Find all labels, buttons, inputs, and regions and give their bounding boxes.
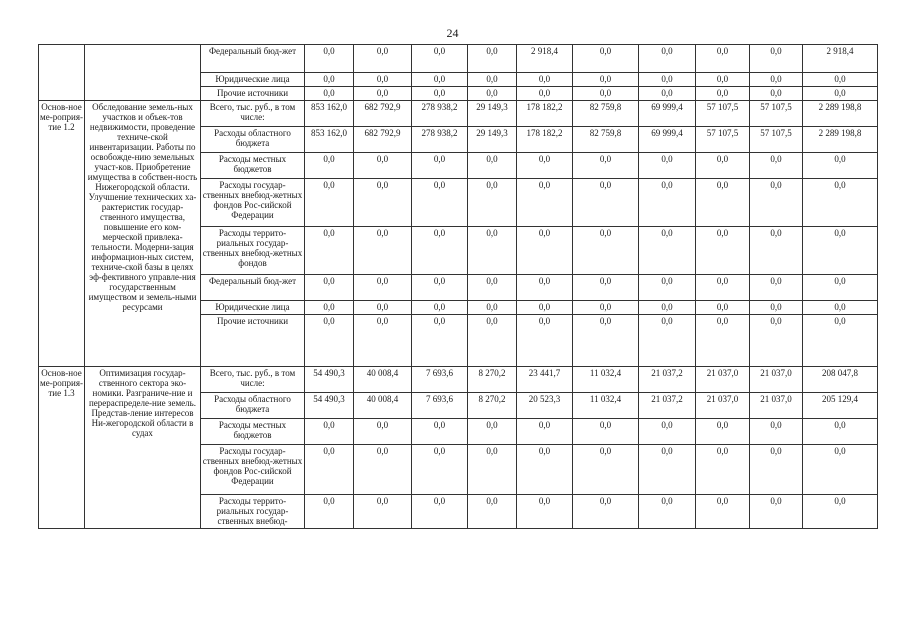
value-cell: 0,0 bbox=[803, 179, 878, 227]
value-cell: 0,0 bbox=[517, 227, 573, 275]
value-cell: 0,0 bbox=[517, 495, 573, 529]
value-cell: 0,0 bbox=[573, 495, 639, 529]
value-cell: 853 162,0 bbox=[305, 101, 354, 127]
value-cell: 0,0 bbox=[750, 179, 803, 227]
value-cell: 0,0 bbox=[750, 275, 803, 301]
value-cell: 278 938,2 bbox=[412, 101, 468, 127]
source-label: Расходы областного бюджета bbox=[201, 127, 305, 153]
value-cell: 0,0 bbox=[639, 73, 696, 87]
value-cell: 0,0 bbox=[412, 301, 468, 315]
value-cell: 0,0 bbox=[750, 45, 803, 73]
value-cell: 0,0 bbox=[354, 73, 412, 87]
value-cell: 0,0 bbox=[696, 315, 750, 367]
value-cell: 0,0 bbox=[696, 179, 750, 227]
value-cell: 0,0 bbox=[573, 275, 639, 301]
measure-item-cell: Основ-ное ме-роприя-тие 1.2 bbox=[39, 101, 85, 367]
value-cell: 0,0 bbox=[573, 179, 639, 227]
value-cell: 0,0 bbox=[803, 73, 878, 87]
value-cell: 0,0 bbox=[573, 419, 639, 445]
value-cell: 0,0 bbox=[803, 227, 878, 275]
value-cell: 0,0 bbox=[468, 419, 517, 445]
value-cell: 0,0 bbox=[412, 153, 468, 179]
value-cell: 0,0 bbox=[354, 275, 412, 301]
value-cell: 0,0 bbox=[305, 153, 354, 179]
value-cell: 205 129,4 bbox=[803, 393, 878, 419]
value-cell: 57 107,5 bbox=[696, 101, 750, 127]
value-cell: 21 037,2 bbox=[639, 393, 696, 419]
value-cell: 21 037,0 bbox=[696, 393, 750, 419]
value-cell: 0,0 bbox=[517, 87, 573, 101]
value-cell: 0,0 bbox=[412, 275, 468, 301]
value-cell: 0,0 bbox=[305, 301, 354, 315]
source-label: Расходы террито-риальных государ-ственных внебюд-жетных фондов bbox=[201, 227, 305, 275]
value-cell: 0,0 bbox=[412, 419, 468, 445]
source-label: Расходы государ-ственных внебюд-жетных фондов Рос-сийской Федерации bbox=[201, 445, 305, 495]
value-cell: 0,0 bbox=[696, 419, 750, 445]
value-cell: 82 759,8 bbox=[573, 101, 639, 127]
value-cell: 0,0 bbox=[639, 87, 696, 101]
value-cell: 0,0 bbox=[305, 495, 354, 529]
page-number: 24 bbox=[446, 26, 459, 40]
value-cell: 0,0 bbox=[305, 179, 354, 227]
value-cell: 0,0 bbox=[639, 153, 696, 179]
source-label: Юридические лица bbox=[201, 301, 305, 315]
value-cell: 0,0 bbox=[517, 445, 573, 495]
value-cell: 0,0 bbox=[305, 45, 354, 73]
value-cell: 0,0 bbox=[639, 179, 696, 227]
value-cell: 0,0 bbox=[354, 179, 412, 227]
table-row bbox=[39, 367, 878, 393]
value-cell: 0,0 bbox=[305, 73, 354, 87]
value-cell: 0,0 bbox=[639, 445, 696, 495]
value-cell: 0,0 bbox=[803, 419, 878, 445]
value-cell: 0,0 bbox=[696, 445, 750, 495]
value-cell: 29 149,3 bbox=[468, 101, 517, 127]
description-cell-empty bbox=[85, 45, 201, 101]
value-cell: 0,0 bbox=[696, 227, 750, 275]
value-cell: 0,0 bbox=[803, 153, 878, 179]
value-cell: 0,0 bbox=[803, 495, 878, 529]
value-cell: 0,0 bbox=[517, 179, 573, 227]
source-label: Всего, тыс. руб., в том числе: bbox=[201, 367, 305, 393]
value-cell: 0,0 bbox=[573, 87, 639, 101]
source-label: Федеральный бюд-жет bbox=[201, 275, 305, 301]
value-cell: 178 182,2 bbox=[517, 101, 573, 127]
value-cell: 0,0 bbox=[412, 315, 468, 367]
source-label: Расходы террито-риальных государ-ственных внебюд- bbox=[201, 495, 305, 529]
value-cell: 0,0 bbox=[468, 179, 517, 227]
value-cell: 0,0 bbox=[305, 419, 354, 445]
measure-description-cell: Обследование земель-ных участков и объек-тов недвижимости, проведение техниче-ской инвентаризации. Работы по освобожде-нию земельных участ-ков. Приобретение имущества в собствен-ность Нижегородской области. Улучшение технических ха-рактеристик государ-ственного имущества, повышение его ком-мерческой привлека-тельности. Модерни-зация информацион-ных систем, техниче-ской базы в целях эф-фективного управле-ния государственным имуществом и земель-ными ресурсами bbox=[85, 101, 201, 367]
table-row bbox=[39, 45, 878, 73]
value-cell: 0,0 bbox=[639, 45, 696, 73]
value-cell: 11 032,4 bbox=[573, 393, 639, 419]
value-cell: 40 008,4 bbox=[354, 367, 412, 393]
value-cell: 0,0 bbox=[803, 301, 878, 315]
source-label: Всего, тыс. руб., в том числе: bbox=[201, 101, 305, 127]
value-cell: 23 441,7 bbox=[517, 367, 573, 393]
value-cell: 0,0 bbox=[573, 227, 639, 275]
value-cell: 57 107,5 bbox=[696, 127, 750, 153]
value-cell: 2 918,4 bbox=[803, 45, 878, 73]
value-cell: 0,0 bbox=[803, 87, 878, 101]
value-cell: 0,0 bbox=[468, 73, 517, 87]
value-cell: 0,0 bbox=[750, 73, 803, 87]
value-cell: 69 999,4 bbox=[639, 127, 696, 153]
value-cell: 0,0 bbox=[354, 227, 412, 275]
value-cell: 8 270,2 bbox=[468, 367, 517, 393]
measure-description-cell: Оптимизация государ-ственного сектора эко-номики. Разграниче-ние и перераспределе-ние земель. Представ-ление интересов Ни-жегородской области в судах bbox=[85, 367, 201, 529]
value-cell: 0,0 bbox=[412, 179, 468, 227]
measure-item-cell: Основ-ное ме-роприя-тие 1.3 bbox=[39, 367, 85, 529]
value-cell: 0,0 bbox=[468, 495, 517, 529]
value-cell: 2 918,4 bbox=[517, 45, 573, 73]
value-cell: 0,0 bbox=[750, 87, 803, 101]
value-cell: 0,0 bbox=[696, 495, 750, 529]
value-cell: 682 792,9 bbox=[354, 127, 412, 153]
value-cell: 0,0 bbox=[517, 301, 573, 315]
source-label: Юридические лица bbox=[201, 73, 305, 87]
value-cell: 0,0 bbox=[305, 227, 354, 275]
value-cell: 0,0 bbox=[517, 153, 573, 179]
value-cell: 0,0 bbox=[639, 275, 696, 301]
value-cell: 208 047,8 bbox=[803, 367, 878, 393]
value-cell: 69 999,4 bbox=[639, 101, 696, 127]
value-cell: 57 107,5 bbox=[750, 127, 803, 153]
value-cell: 0,0 bbox=[468, 153, 517, 179]
value-cell: 2 289 198,8 bbox=[803, 101, 878, 127]
value-cell: 0,0 bbox=[468, 301, 517, 315]
value-cell: 0,0 bbox=[696, 153, 750, 179]
value-cell: 0,0 bbox=[573, 73, 639, 87]
value-cell: 0,0 bbox=[468, 445, 517, 495]
source-label: Расходы местных бюджетов bbox=[201, 153, 305, 179]
value-cell: 0,0 bbox=[517, 315, 573, 367]
value-cell: 57 107,5 bbox=[750, 101, 803, 127]
source-label: Федеральный бюд-жет bbox=[201, 45, 305, 73]
value-cell: 29 149,3 bbox=[468, 127, 517, 153]
value-cell: 0,0 bbox=[639, 301, 696, 315]
value-cell: 0,0 bbox=[354, 445, 412, 495]
source-label: Расходы государ-ственных внебюд-жетных фондов Рос-сийской Федерации bbox=[201, 179, 305, 227]
value-cell: 0,0 bbox=[517, 275, 573, 301]
source-label: Расходы областного бюджета bbox=[201, 393, 305, 419]
value-cell: 278 938,2 bbox=[412, 127, 468, 153]
value-cell: 0,0 bbox=[573, 45, 639, 73]
value-cell: 0,0 bbox=[573, 445, 639, 495]
value-cell: 0,0 bbox=[696, 73, 750, 87]
value-cell: 54 490,3 bbox=[305, 367, 354, 393]
value-cell: 0,0 bbox=[639, 419, 696, 445]
value-cell: 0,0 bbox=[468, 315, 517, 367]
value-cell: 54 490,3 bbox=[305, 393, 354, 419]
value-cell: 0,0 bbox=[468, 275, 517, 301]
value-cell: 0,0 bbox=[412, 73, 468, 87]
value-cell: 21 037,0 bbox=[696, 367, 750, 393]
value-cell: 0,0 bbox=[750, 301, 803, 315]
value-cell: 0,0 bbox=[354, 315, 412, 367]
value-cell: 0,0 bbox=[750, 227, 803, 275]
value-cell: 0,0 bbox=[750, 153, 803, 179]
value-cell: 20 523,3 bbox=[517, 393, 573, 419]
value-cell: 0,0 bbox=[412, 87, 468, 101]
value-cell: 0,0 bbox=[354, 45, 412, 73]
value-cell: 0,0 bbox=[803, 315, 878, 367]
value-cell: 0,0 bbox=[639, 495, 696, 529]
value-cell: 0,0 bbox=[696, 45, 750, 73]
value-cell: 0,0 bbox=[468, 227, 517, 275]
value-cell: 7 693,6 bbox=[412, 367, 468, 393]
item-cell-empty bbox=[39, 45, 85, 101]
value-cell: 0,0 bbox=[750, 419, 803, 445]
value-cell: 0,0 bbox=[354, 153, 412, 179]
value-cell: 0,0 bbox=[305, 445, 354, 495]
value-cell: 0,0 bbox=[696, 87, 750, 101]
value-cell: 0,0 bbox=[696, 275, 750, 301]
value-cell: 0,0 bbox=[573, 153, 639, 179]
table-row bbox=[39, 101, 878, 127]
value-cell: 0,0 bbox=[803, 275, 878, 301]
value-cell: 0,0 bbox=[354, 301, 412, 315]
value-cell: 0,0 bbox=[639, 227, 696, 275]
value-cell: 178 182,2 bbox=[517, 127, 573, 153]
value-cell: 8 270,2 bbox=[468, 393, 517, 419]
value-cell: 0,0 bbox=[517, 73, 573, 87]
source-label: Расходы местных бюджетов bbox=[201, 419, 305, 445]
value-cell: 0,0 bbox=[412, 45, 468, 73]
value-cell: 11 032,4 bbox=[573, 367, 639, 393]
value-cell: 853 162,0 bbox=[305, 127, 354, 153]
value-cell: 0,0 bbox=[305, 315, 354, 367]
value-cell: 40 008,4 bbox=[354, 393, 412, 419]
value-cell: 0,0 bbox=[639, 315, 696, 367]
value-cell: 0,0 bbox=[696, 301, 750, 315]
value-cell: 0,0 bbox=[573, 315, 639, 367]
value-cell: 0,0 bbox=[412, 495, 468, 529]
source-label: Прочие источники bbox=[201, 315, 305, 367]
value-cell: 0,0 bbox=[354, 87, 412, 101]
value-cell: 0,0 bbox=[305, 275, 354, 301]
value-cell: 21 037,0 bbox=[750, 367, 803, 393]
value-cell: 0,0 bbox=[573, 301, 639, 315]
value-cell: 0,0 bbox=[412, 445, 468, 495]
value-cell: 682 792,9 bbox=[354, 101, 412, 127]
value-cell: 0,0 bbox=[750, 315, 803, 367]
source-label: Прочие источники bbox=[201, 87, 305, 101]
budget-table bbox=[38, 44, 878, 529]
value-cell: 0,0 bbox=[468, 87, 517, 101]
value-cell: 0,0 bbox=[468, 45, 517, 73]
value-cell: 21 037,2 bbox=[639, 367, 696, 393]
value-cell: 21 037,0 bbox=[750, 393, 803, 419]
value-cell: 2 289 198,8 bbox=[803, 127, 878, 153]
value-cell: 7 693,6 bbox=[412, 393, 468, 419]
value-cell: 0,0 bbox=[354, 495, 412, 529]
value-cell: 0,0 bbox=[354, 419, 412, 445]
value-cell: 82 759,8 bbox=[573, 127, 639, 153]
value-cell: 0,0 bbox=[412, 227, 468, 275]
value-cell: 0,0 bbox=[803, 445, 878, 495]
value-cell: 0,0 bbox=[750, 445, 803, 495]
value-cell: 0,0 bbox=[750, 495, 803, 529]
value-cell: 0,0 bbox=[305, 87, 354, 101]
value-cell: 0,0 bbox=[517, 419, 573, 445]
